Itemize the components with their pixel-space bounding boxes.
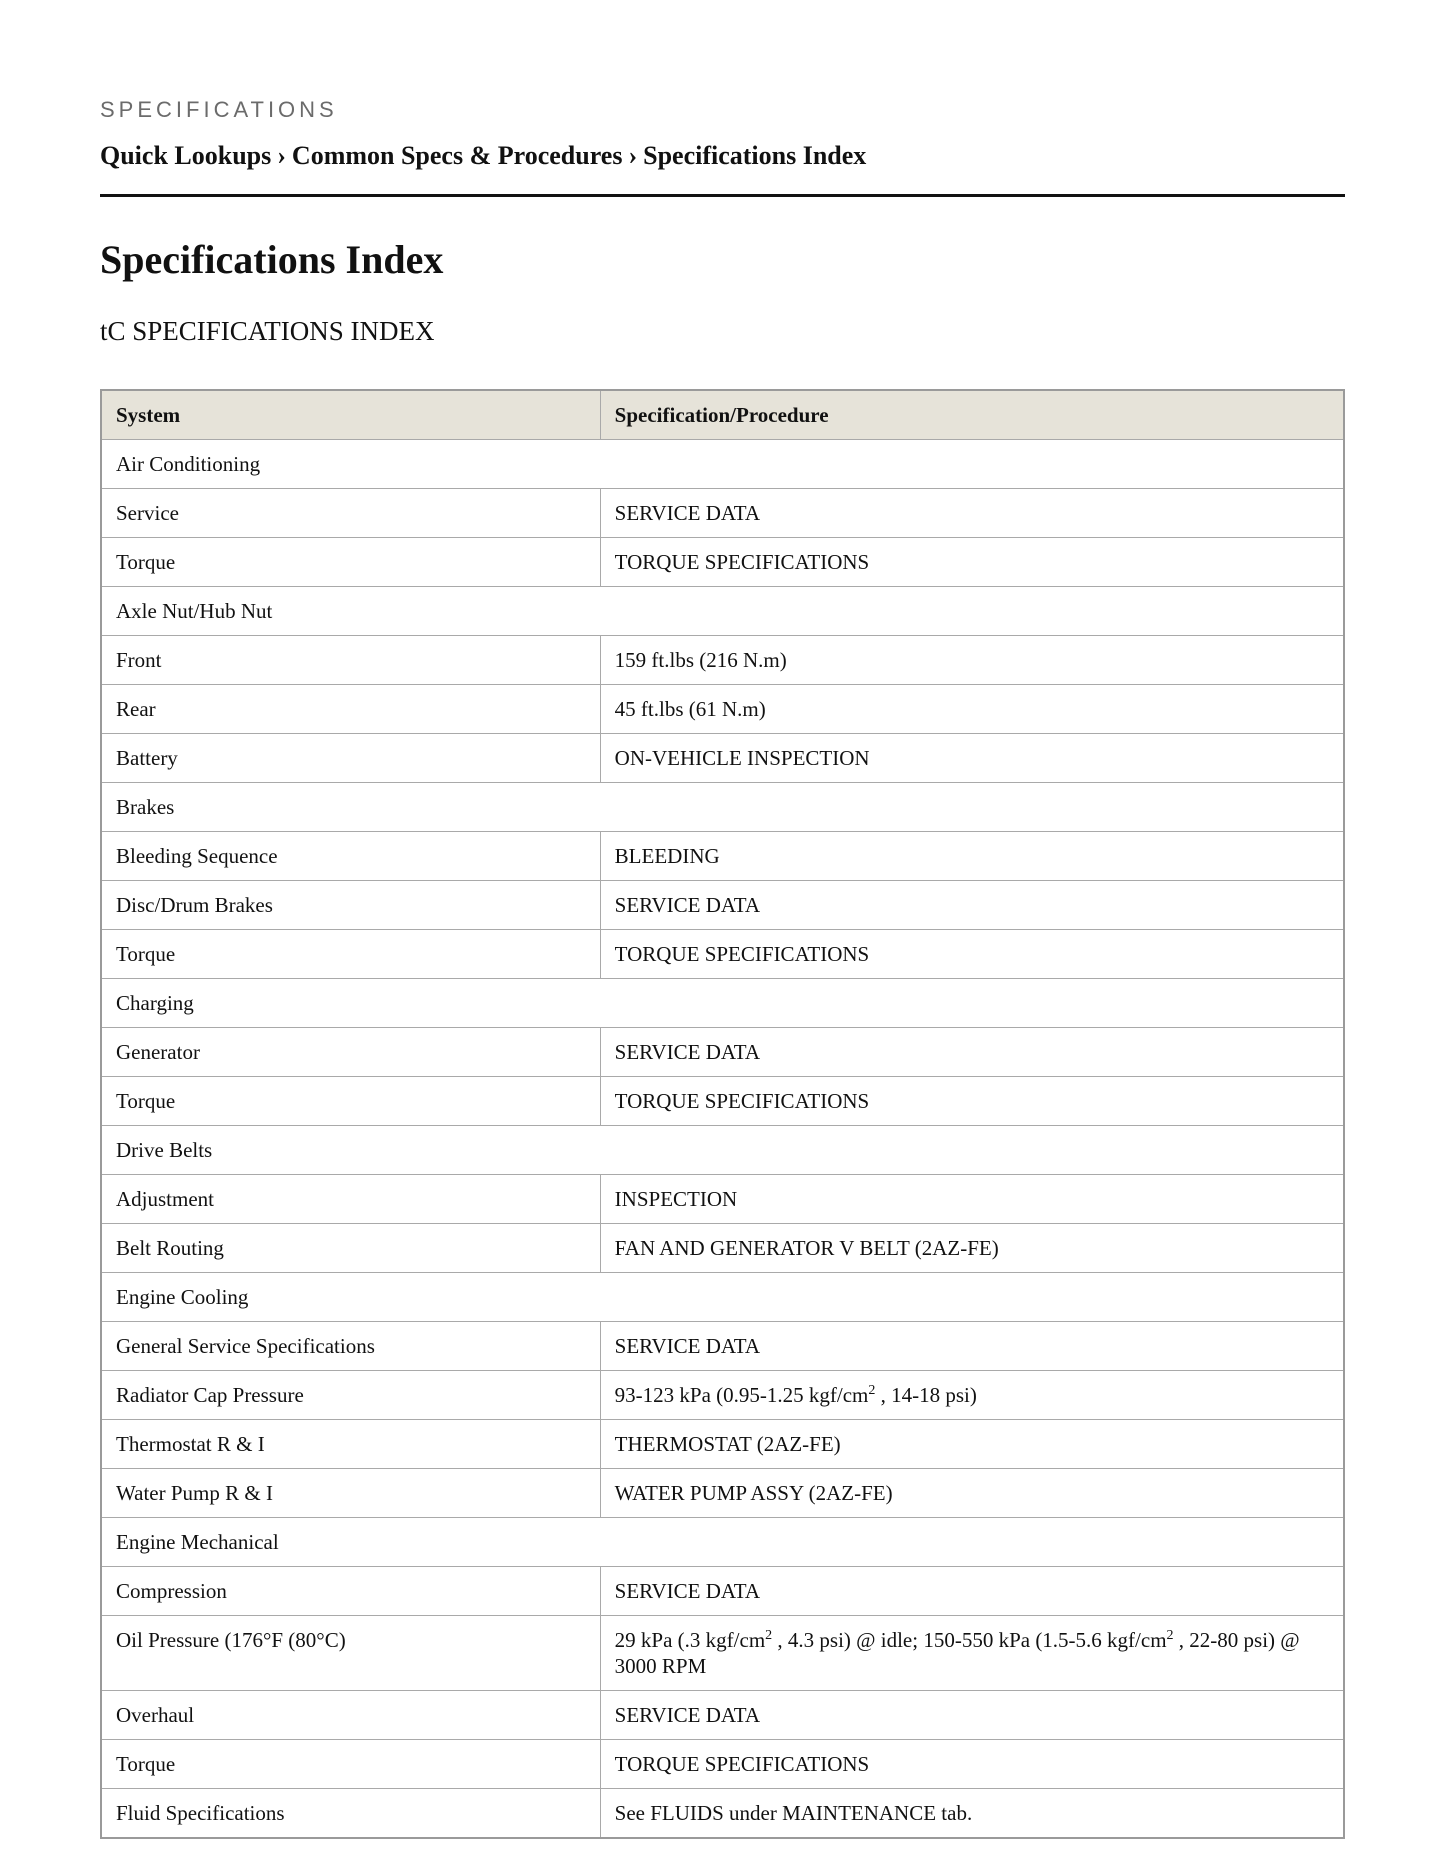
table-row <box>101 1224 1344 1273</box>
system-cell: Service <box>101 489 600 538</box>
breadcrumb-item-quick-lookups[interactable]: Quick Lookups <box>100 141 272 170</box>
group-label: Drive Belts <box>101 1126 1344 1175</box>
table-row <box>101 489 1344 538</box>
system-cell: Water Pump R & I <box>101 1469 600 1518</box>
page-subtitle: tC SPECIFICATIONS INDEX <box>100 316 435 346</box>
table-row <box>101 734 1344 783</box>
spec-text: , 14-18 psi) <box>875 1383 977 1407</box>
table-group-row <box>101 440 1344 489</box>
spec-cell: SERVICE DATA <box>600 1028 1344 1077</box>
table-row <box>101 1077 1344 1126</box>
page-title: Specifications Index <box>100 237 444 282</box>
breadcrumb-item-common-specs[interactable]: Common Specs & Procedures <box>291 141 623 170</box>
spec-cell: BLEEDING <box>600 832 1344 881</box>
table-row <box>101 636 1344 685</box>
spec-cell: SERVICE DATA <box>600 1322 1344 1371</box>
system-cell: Disc/Drum Brakes <box>101 881 600 930</box>
spec-cell: TORQUE SPECIFICATIONS <box>600 538 1344 587</box>
table-row <box>101 881 1344 930</box>
table-header-row <box>101 390 1344 440</box>
table-row <box>101 538 1344 587</box>
table-row <box>101 1616 1344 1691</box>
spec-text: , 4.3 psi) @ idle; 150-550 kPa (1.5-5.6 kgf/cm <box>772 1628 1167 1652</box>
specifications-table <box>100 389 1345 1839</box>
column-header-specification: Specification/Procedure <box>600 390 1344 440</box>
spec-cell: SERVICE DATA <box>600 1567 1344 1616</box>
table-group-row <box>101 587 1344 636</box>
system-cell: Battery <box>101 734 600 783</box>
system-cell: Rear <box>101 685 600 734</box>
system-cell: Overhaul <box>101 1691 600 1740</box>
system-cell: Adjustment <box>101 1175 600 1224</box>
system-cell: Torque <box>101 538 600 587</box>
breadcrumb <box>100 138 1345 197</box>
table-row <box>101 1420 1344 1469</box>
spec-cell: ON-VEHICLE INSPECTION <box>600 734 1344 783</box>
table-row <box>101 930 1344 979</box>
spec-cell: FAN AND GENERATOR V BELT (2AZ-FE) <box>600 1224 1344 1273</box>
system-cell: General Service Specifications <box>101 1322 600 1371</box>
system-cell: Thermostat R & I <box>101 1420 600 1469</box>
system-cell: Generator <box>101 1028 600 1077</box>
system-cell: Front <box>101 636 600 685</box>
spec-cell: TORQUE SPECIFICATIONS <box>600 930 1344 979</box>
table-row <box>101 832 1344 881</box>
system-cell: Torque <box>101 1077 600 1126</box>
table-row <box>101 1322 1344 1371</box>
system-cell: Fluid Specifications <box>101 1789 600 1839</box>
system-cell: Torque <box>101 1740 600 1789</box>
table-group-row <box>101 1126 1344 1175</box>
spec-cell <box>600 1616 1344 1691</box>
table-row <box>101 1691 1344 1740</box>
table-row <box>101 1789 1344 1839</box>
breadcrumb-item-specifications-index: Specifications Index <box>643 141 867 170</box>
table-group-row <box>101 1273 1344 1322</box>
breadcrumb-separator: › <box>277 141 286 170</box>
table-row <box>101 1740 1344 1789</box>
spec-cell <box>600 1371 1344 1420</box>
spec-cell: INSPECTION <box>600 1175 1344 1224</box>
superscript: 2 <box>1166 1628 1174 1643</box>
spec-cell: 159 ft.lbs (216 N.m) <box>600 636 1344 685</box>
group-label: Axle Nut/Hub Nut <box>101 587 1344 636</box>
system-cell: Bleeding Sequence <box>101 832 600 881</box>
spec-cell: THERMOSTAT (2AZ-FE) <box>600 1420 1344 1469</box>
table-group-row <box>101 1518 1344 1567</box>
table-row <box>101 1567 1344 1616</box>
spec-cell: WATER PUMP ASSY (2AZ-FE) <box>600 1469 1344 1518</box>
table-row <box>101 1028 1344 1077</box>
table-group-row <box>101 979 1344 1028</box>
superscript: 2 <box>765 1628 773 1643</box>
system-cell: Torque <box>101 930 600 979</box>
table-row <box>101 1175 1344 1224</box>
table-group-row <box>101 783 1344 832</box>
system-cell: Compression <box>101 1567 600 1616</box>
table-row <box>101 1469 1344 1518</box>
spec-cell: TORQUE SPECIFICATIONS <box>600 1077 1344 1126</box>
system-cell: Oil Pressure (176°F (80°C) <box>101 1616 600 1691</box>
system-cell: Belt Routing <box>101 1224 600 1273</box>
spec-cell: SERVICE DATA <box>600 1691 1344 1740</box>
superscript: 2 <box>868 1383 876 1398</box>
system-cell: Radiator Cap Pressure <box>101 1371 600 1420</box>
spec-cell: TORQUE SPECIFICATIONS <box>600 1740 1344 1789</box>
spec-cell: SERVICE DATA <box>600 881 1344 930</box>
table-row <box>101 685 1344 734</box>
spec-cell: See FLUIDS under MAINTENANCE tab. <box>600 1789 1344 1839</box>
breadcrumb-separator: › <box>628 141 638 170</box>
spec-cell: 45 ft.lbs (61 N.m) <box>600 685 1344 734</box>
group-label: Engine Cooling <box>101 1273 1344 1322</box>
group-label: Air Conditioning <box>101 440 1344 489</box>
spec-text: 29 kPa (.3 kgf/cm <box>614 1628 766 1652</box>
spec-text: 93-123 kPa (0.95-1.25 kgf/cm <box>614 1383 869 1407</box>
group-label: Engine Mechanical <box>101 1518 1344 1567</box>
section-kicker: SPECIFICATIONS <box>100 97 338 122</box>
group-label: Brakes <box>101 783 1344 832</box>
spec-text: , 22-80 psi) @ 3000 RPM <box>614 1628 1300 1678</box>
group-label: Charging <box>101 979 1344 1028</box>
table-row <box>101 1371 1344 1420</box>
spec-cell: SERVICE DATA <box>600 489 1344 538</box>
column-header-system: System <box>101 390 600 440</box>
table-body <box>101 440 1344 1839</box>
